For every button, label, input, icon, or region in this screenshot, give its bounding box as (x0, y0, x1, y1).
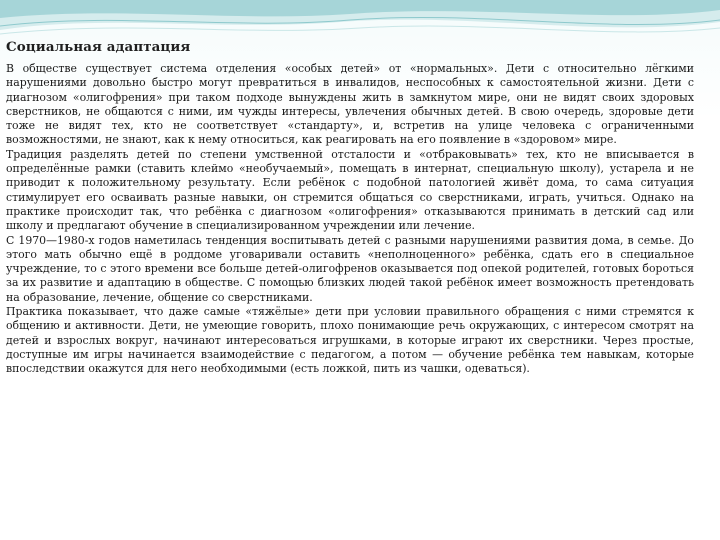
slide-title: Социальная адаптация (6, 39, 191, 55)
paragraph: В обществе существует система отделения «особых детей» от «нормальных». Дети с относительно лёгкими нарушениями довольно быстро могут превратиться в инвалидов, неспособных к самостоятельной жизни. Дети с диагнозом «олигофрения» при таком подходе вынуждены жить в замкнутом мире, они не видят своих здоровых сверстников, не общаются с ними, им чужды интересы, увлечения обычных детей. В свою очередь, здоровые дети тоже не видят тех, кто не соответствует «стандарту», и, встретив на улице человека с ограниченными возможностями, не знают, как к нему относиться, как реагировать на его появление в «здоровом» мире. (6, 62, 694, 147)
paragraph: С 1970—1980-х годов наметилась тенденция воспитывать детей с разными нарушениями развития дома, в семье. До этого мать обычно ещё в роддоме уговаривали оставить «неполноценного» ребёнка, сдать его в специальное учреждение, то с этого времени все больше детей-олигофренов оказывается под опекой родителей, готовых бороться за их развитие и адаптацию в обществе. С помощью близких людей такой ребёнок имеет возможность претендовать на образование, лечение, общение со сверстниками. (6, 233, 694, 304)
paragraph: Традиция разделять детей по степени умственной отсталости и «отбраковывать» тех, кто не вписывается в определённые рамки (ставить клеймо «необучаемый», помещать в интернат, специальную школу), устарела и не приводит к положительному результату. Если ребёнок с подобной патологией живёт дома, то сама ситуация стимулирует его осваивать разные навыки, он стремится общаться со сверстниками, играть, учиться. Однако на практике происходит так, что ребёнка с диагнозом «олигофрения» отказываются принимать в детский сад или школу и предлагают обучение в специализированном учреждении или лечение. (6, 147, 694, 233)
slide-body (6, 62, 694, 377)
paragraph: Практика показывает, что даже самые «тяжёлые» дети при условии правильного обращения с ними стремятся к общению и активности. Дети, не умеющие говорить, плохо понимающие речь окружающих, с интересом смотрят на детей и взрослых вокруг, начинают интересоваться игрушками, в которые играют их сверстники. Через простые, доступные им игры начинается взаимодействие с педагогом, а потом — обучение ребёнка тем навыкам, которые впоследствии окажутся для него необходимыми (есть ложкой, пить из чашки, одеваться). (6, 305, 694, 376)
wave-line-2 (0, 26, 720, 34)
slide-content (6, 38, 694, 377)
